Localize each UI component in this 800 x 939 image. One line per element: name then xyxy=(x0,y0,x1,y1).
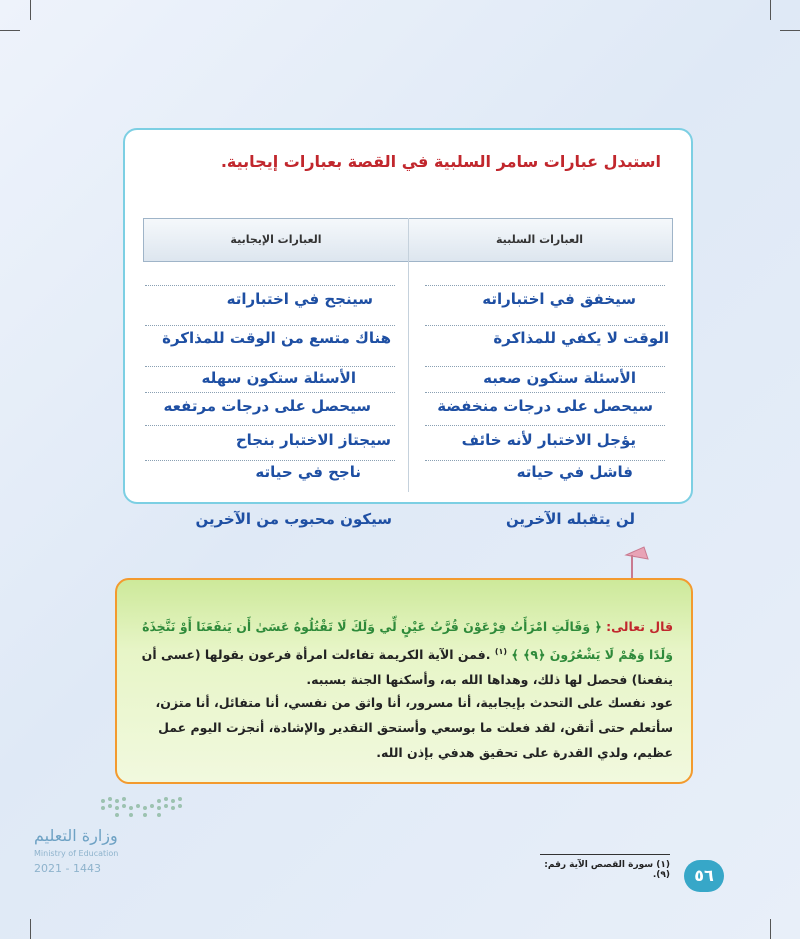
dotted-line xyxy=(145,366,395,367)
negative-cell: فاشل في حياته xyxy=(516,463,633,481)
positive-cell: سيجتاز الاختبار بنجاح xyxy=(235,431,391,449)
positive-header: العبارات الإيجابية xyxy=(144,219,409,261)
negative-cell: سيخفق في اختباراته xyxy=(482,290,636,308)
footnote: (١) سورة القصص الآية رقم: (٩). xyxy=(544,860,670,880)
verse-paragraph xyxy=(128,614,673,692)
page-number: ٥٦ xyxy=(684,860,724,892)
dotted-line xyxy=(425,325,665,326)
dotted-line xyxy=(145,425,395,426)
edition-year: 2021 - 1443 xyxy=(34,862,101,875)
quran-verse: ﴿ وَقَالَتِ امْرَأَتُ فِرْعَوْنَ قُرَّتُ عَيْنٍ لِّي وَلَكَ لَا تَقْتُلُوهُ عَسَىٰ أَن يَنفَعَنَا أَوْ نَتَّخِذَهُ وَلَدًا وَهُمْ لَا يَشْعُرُونَ ﴿٩﴾ ﴾ xyxy=(142,619,673,663)
positive-talk-paragraph: عود نفسك على التحدث بإيجابية، أنا مسرور، أنا واثق من نفسي، أنا متفائل، أنا متزن، سأتعلم حتى أتقن، لقد فعلت ما بوسعي وأستحق التقدير والإشادة، أنجزت اليوم عمل عظيم، ولدي القدرة على تحقيق هدفي بإذن الله. xyxy=(155,695,673,760)
positive-cell: الأسئلة ستكون سهله xyxy=(201,369,356,387)
negative-cell: سيحصل على درجات منخفضة xyxy=(437,397,653,415)
dotted-line xyxy=(145,460,395,461)
dotted-line xyxy=(425,366,665,367)
ministry-logo-icon xyxy=(98,793,188,827)
dotted-line xyxy=(425,460,665,461)
dotted-line xyxy=(145,285,395,286)
negative-cell: يؤجل الاختبار لأنه خائف xyxy=(461,431,636,449)
instruction-text: استبدل عبارات سامر السلبية في القصة بعبارات إيجابية. xyxy=(220,152,661,171)
crop-mark xyxy=(770,0,771,20)
verse-commentary: .فمن الآية الكريمة تفاءلت امرأة فرعون بقولها (عسى أن ينفعنا) فحصل لها ذلك، وهداها الله به، وأسكنها الجنة بسببه. xyxy=(141,647,673,688)
ministry-name-english: Ministry of Education xyxy=(34,849,119,858)
verse-label: قال تعالى: xyxy=(606,619,673,634)
crop-mark xyxy=(780,30,800,31)
positive-cell: ناجح في حياته xyxy=(255,463,361,481)
positive-cell: سينجح في اختباراته xyxy=(226,290,373,308)
dotted-line xyxy=(425,425,665,426)
negative-cell: الوقت لا يكفي للمذاكرة xyxy=(493,329,669,347)
negative-header: العبارات السلبية xyxy=(496,233,583,246)
exercise-panel xyxy=(123,128,693,504)
negative-cell: الأسئلة ستكون صعبه xyxy=(483,369,636,387)
column-divider xyxy=(408,218,409,492)
crop-mark xyxy=(30,919,31,939)
positive-cell: سيحصل على درجات مرتفعه xyxy=(163,397,371,415)
positive-cell: سيكون محبوب من الآخرين xyxy=(195,510,392,528)
dotted-line xyxy=(425,392,665,393)
dotted-line xyxy=(425,285,665,286)
verse-footnote-ref: (١) xyxy=(494,647,508,656)
positive-cell: هناك متسع من الوقت للمذاكرة xyxy=(162,329,391,347)
crop-mark xyxy=(0,30,20,31)
negative-cell: لن يتقبله الآخرين xyxy=(505,510,635,528)
ministry-name-arabic: وزارة التعليم xyxy=(34,826,118,845)
dotted-line xyxy=(145,325,395,326)
quran-verse-box xyxy=(115,578,693,784)
crop-mark xyxy=(30,0,31,20)
dotted-line xyxy=(145,392,395,393)
footnote-divider xyxy=(540,854,670,855)
crop-mark xyxy=(770,919,771,939)
